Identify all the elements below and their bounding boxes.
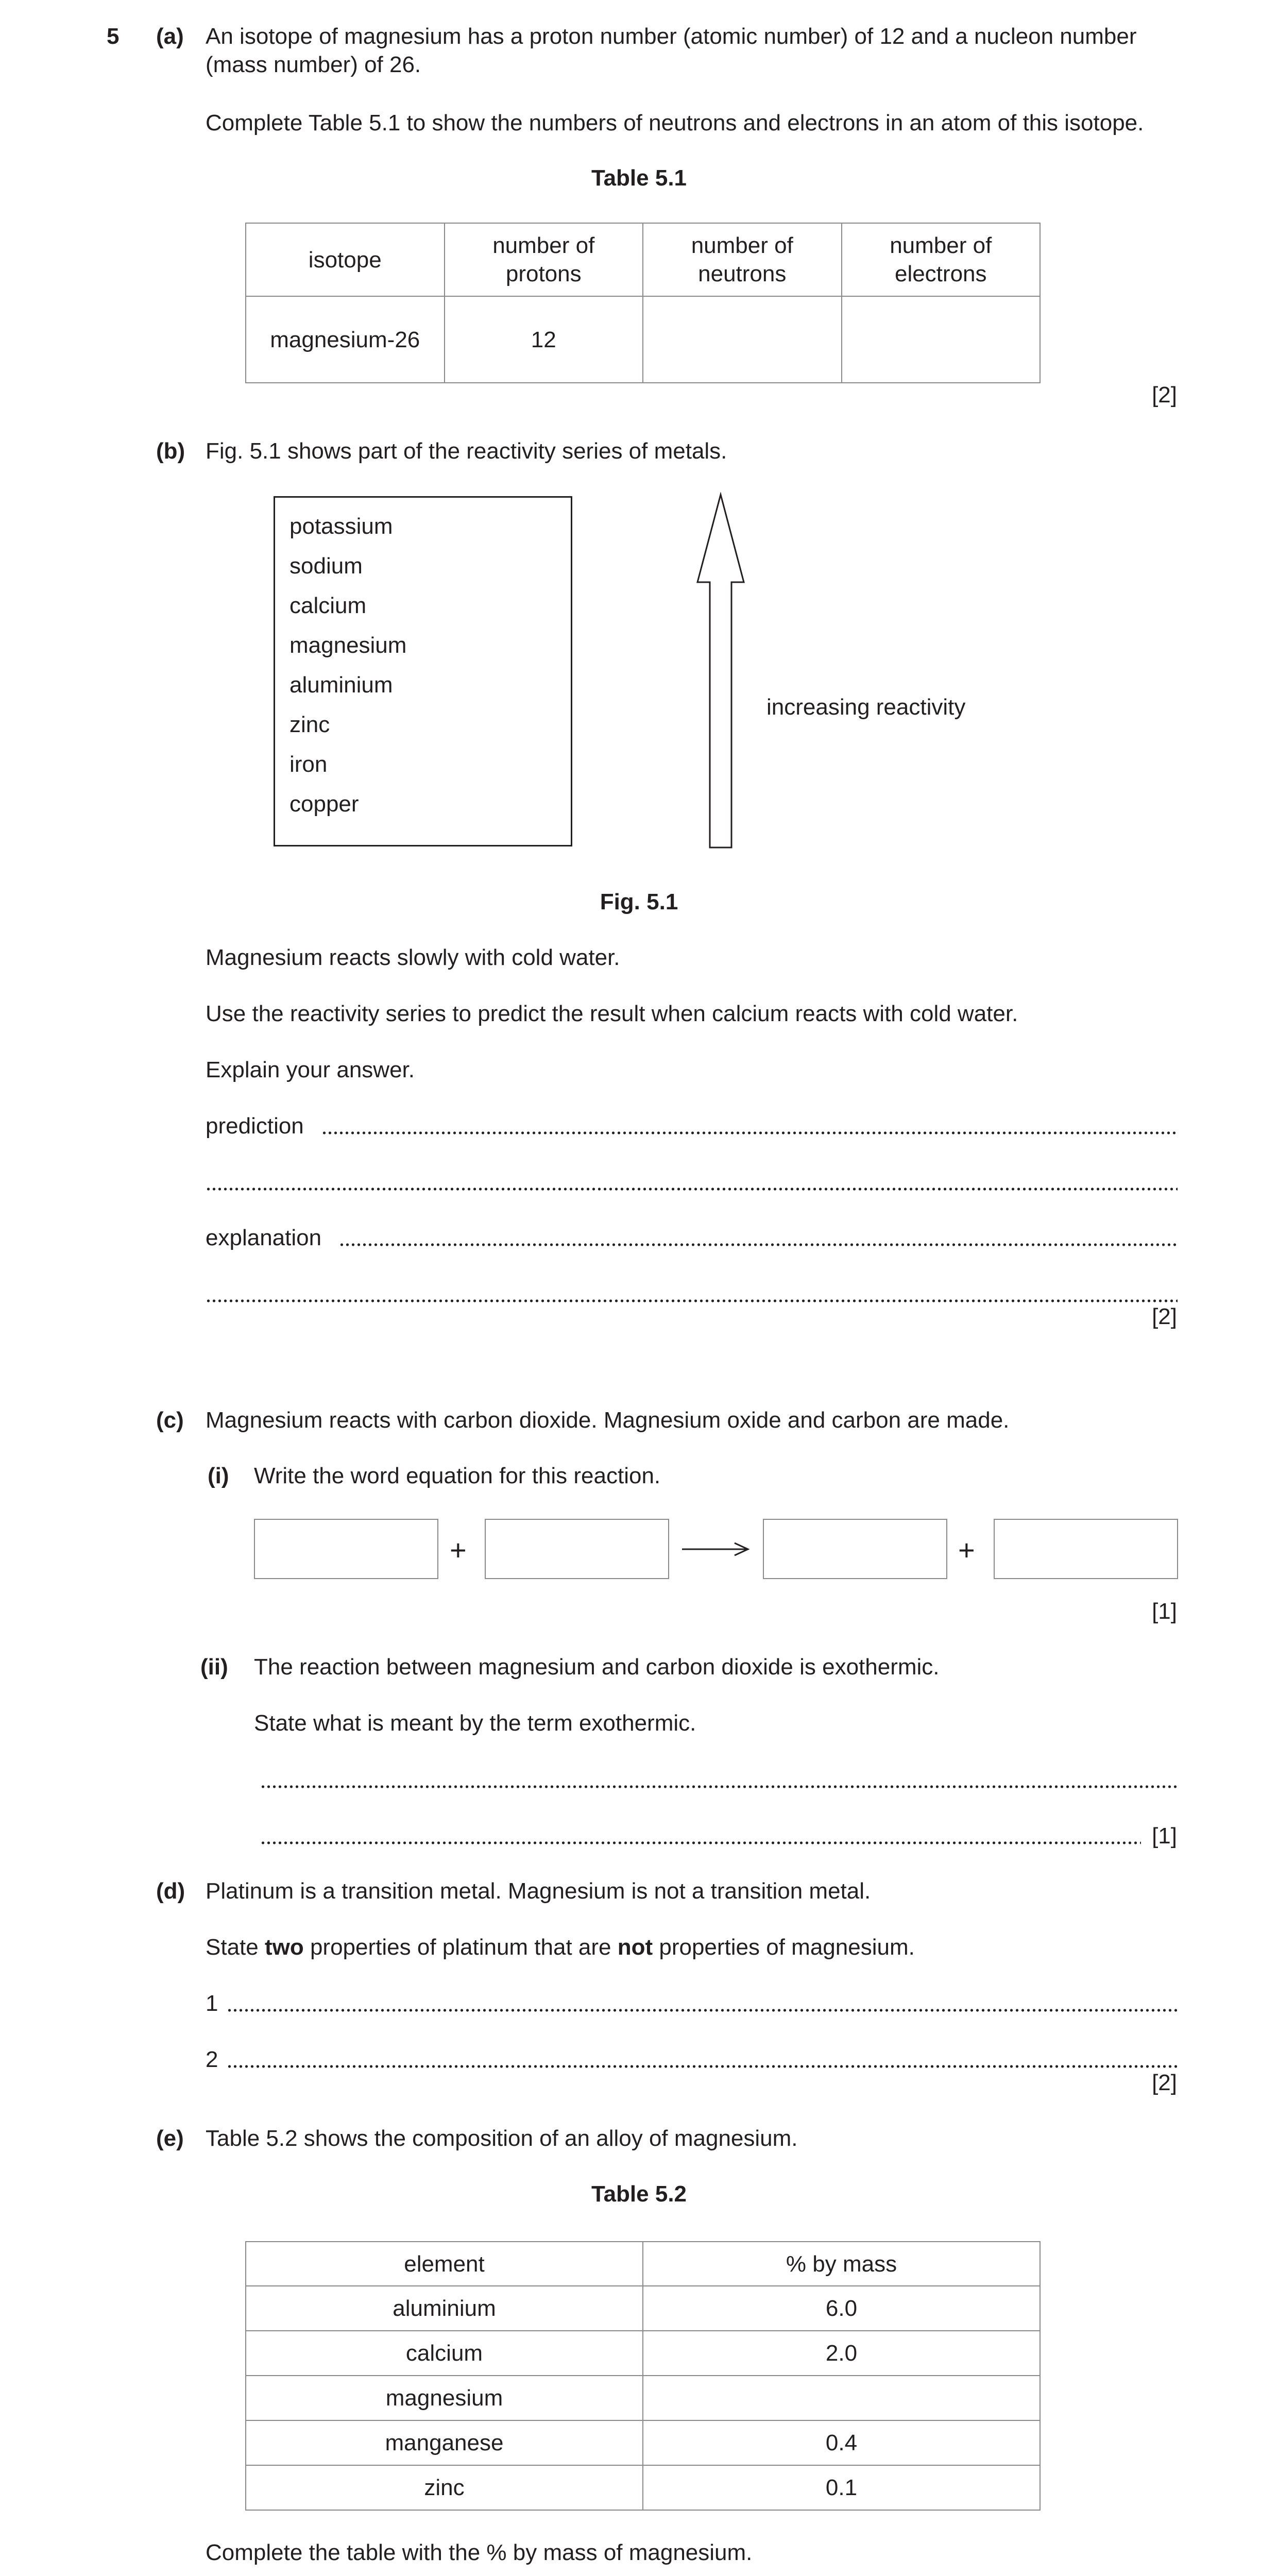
property-2-label: 2 (206, 2047, 218, 2072)
metal-item: potassium (289, 514, 393, 539)
table-5-2-percent-cell: 6.0 (643, 2286, 1040, 2331)
table-5-1 (245, 223, 1041, 383)
arrow-label: increasing reactivity (766, 694, 966, 720)
metal-item: sodium (289, 553, 363, 579)
table-5-2-percent-cell: 2.0 (643, 2331, 1040, 2376)
part-c-ii-text: The reaction between magnesium and carbon dioxide is exothermic. (254, 1654, 940, 1680)
table-5-1-header-neutrons: number of neutrons (643, 223, 842, 296)
table-5-2-element-cell: aluminium (246, 2286, 643, 2331)
table-5-2-element-cell: calcium (246, 2331, 643, 2376)
table-5-2-magnesium-percent-answer[interactable] (643, 2376, 1040, 2420)
table-5-2 (245, 2241, 1041, 2511)
metal-item: magnesium (289, 633, 407, 658)
table-5-1-cell-electrons-answer[interactable] (842, 296, 1041, 383)
plus-sign: + (958, 1534, 975, 1566)
metal-item: aluminium (289, 672, 393, 698)
exothermic-answer-line-1[interactable] (260, 1766, 1178, 1789)
metal-item: copper (289, 791, 359, 817)
part-d-marks: [2] (1152, 2070, 1177, 2095)
metal-item: iron (289, 752, 328, 777)
part-c-i-text: Write the word equation for this reaction. (254, 1463, 661, 1488)
part-e-instruction1: Complete the table with the % by mass of magnesium. (206, 2540, 753, 2565)
metal-item: calcium (289, 593, 367, 618)
table-5-1-header-electrons: number of electrons (842, 223, 1041, 296)
part-b-label: (b) (156, 438, 185, 464)
table-5-1-header-protons: number of protons (445, 223, 643, 296)
question-number: 5 (107, 24, 120, 49)
metal-item: zinc (289, 712, 330, 737)
table-5-2-caption: Table 5.2 (591, 2181, 687, 2207)
part-a-marks: [2] (1152, 382, 1177, 408)
part-d-label: (d) (156, 1878, 185, 1904)
part-a-label: (a) (156, 24, 184, 49)
part-a-instruction: Complete Table 5.1 to show the numbers of neutrons and electrons in an atom of this isotope. (206, 110, 1144, 135)
table-5-2-header-percent: % by mass (643, 2242, 1040, 2286)
part-e-text: Table 5.2 shows the composition of an alloy of magnesium. (206, 2126, 798, 2151)
part-c-i-label: (i) (208, 1463, 229, 1488)
property-1-answer-line[interactable] (227, 1990, 1178, 2012)
exothermic-answer-line-2[interactable] (260, 1822, 1141, 1845)
table-5-1-header-isotope: isotope (246, 223, 445, 296)
part-b-intro: Fig. 5.1 shows part of the reactivity series of metals. (206, 438, 727, 464)
part-c-ii-label: (ii) (200, 1654, 228, 1680)
prediction-answer-line[interactable] (321, 1112, 1178, 1135)
part-d-text: Platinum is a transition metal. Magnesium is not a transition metal. (206, 1878, 871, 1904)
fig-5-1-caption: Fig. 5.1 (600, 889, 678, 914)
part-d-instruction: State two properties of platinum that are not properties of magnesium. (206, 1935, 915, 1960)
equation-product-1-box[interactable] (763, 1519, 947, 1579)
part-a-text-line1: An isotope of magnesium has a proton number (atomic number) of 12 and a nucleon number (206, 24, 1137, 49)
table-5-2-header-element: element (246, 2242, 643, 2286)
explanation-answer-line[interactable] (339, 1224, 1178, 1247)
part-b-line3: Explain your answer. (206, 1057, 415, 1082)
equation-product-2-box[interactable] (994, 1519, 1178, 1579)
part-a-text-line2: (mass number) of 26. (206, 52, 421, 77)
part-b-line2: Use the reactivity series to predict the result when calcium reacts with cold water. (206, 1001, 1018, 1026)
part-c-ii-instruction: State what is meant by the term exothermic. (254, 1710, 696, 1736)
property-2-answer-line[interactable] (227, 2046, 1178, 2069)
reactivity-series-box (274, 496, 572, 846)
increasing-reactivity-arrow-icon (680, 492, 757, 853)
explanation-label: explanation (206, 1225, 322, 1250)
part-c-label: (c) (156, 1408, 184, 1433)
explanation-answer-line-2[interactable] (206, 1280, 1178, 1303)
table-5-2-percent-cell: 0.1 (643, 2465, 1040, 2510)
table-5-1-cell-neutrons-answer[interactable] (643, 296, 842, 383)
part-c-i-marks: [1] (1152, 1599, 1177, 1624)
prediction-answer-line-2[interactable] (206, 1168, 1178, 1191)
table-5-2-element-cell: magnesium (246, 2376, 643, 2420)
prediction-label: prediction (206, 1113, 304, 1139)
plus-sign: + (450, 1534, 467, 1566)
table-5-2-percent-cell: 0.4 (643, 2420, 1040, 2465)
part-e-label: (e) (156, 2126, 184, 2151)
part-b-marks: [2] (1152, 1304, 1177, 1329)
part-c-intro: Magnesium reacts with carbon dioxide. Magnesium oxide and carbon are made. (206, 1408, 1010, 1433)
part-c-ii-marks: [1] (1152, 1823, 1177, 1849)
table-5-2-element-cell: manganese (246, 2420, 643, 2465)
table-5-2-element-cell: zinc (246, 2465, 643, 2510)
table-5-1-caption: Table 5.1 (591, 165, 687, 191)
table-5-1-cell-protons: 12 (445, 296, 643, 383)
part-b-line1: Magnesium reacts slowly with cold water. (206, 945, 620, 970)
reaction-arrow-icon (680, 1540, 752, 1558)
equation-reactant-2-box[interactable] (485, 1519, 669, 1579)
equation-reactant-1-box[interactable] (254, 1519, 438, 1579)
property-1-label: 1 (206, 1991, 218, 2016)
table-5-1-cell-isotope: magnesium-26 (246, 296, 445, 383)
